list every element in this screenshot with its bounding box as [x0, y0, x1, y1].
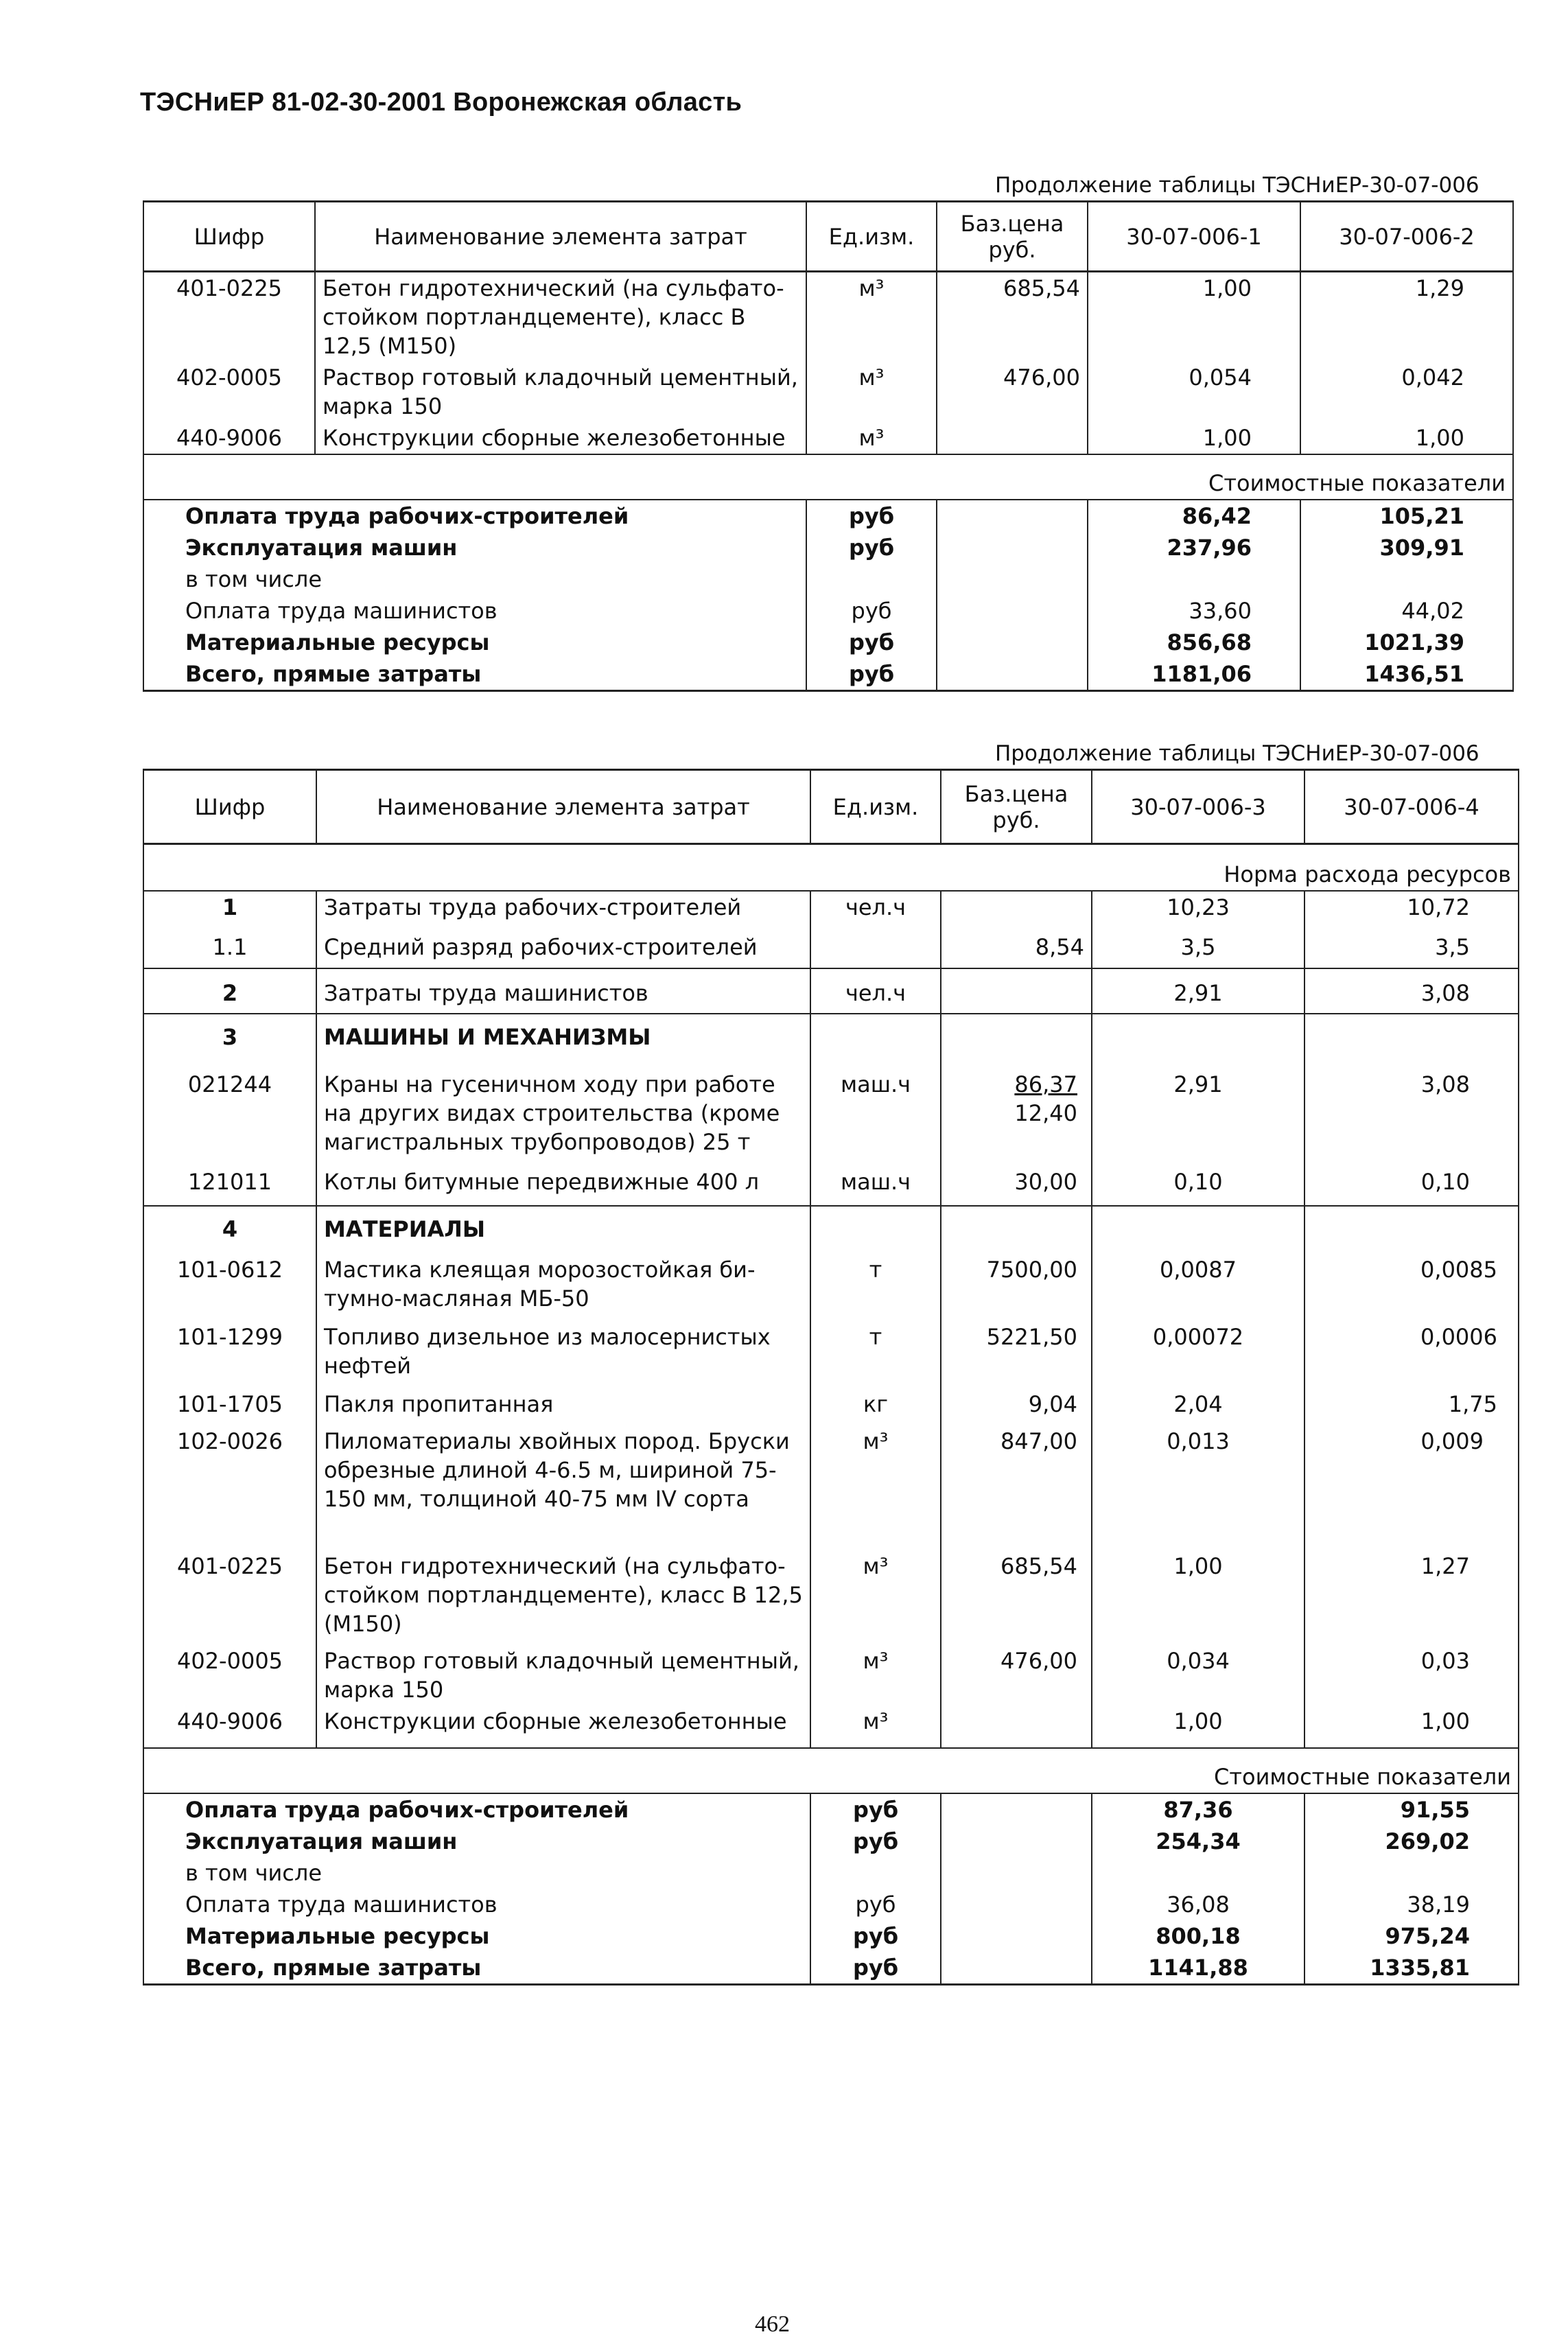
header-unit: Ед.изм. — [806, 202, 937, 272]
table-row — [143, 1705, 1519, 1748]
row-code: 101-1299 — [143, 1314, 316, 1382]
table1-caption: Продолжение таблицы ТЭСНиЕР-30-07-006 — [995, 173, 1479, 198]
row-price — [941, 1014, 1092, 1056]
summary-value-2: 1436,51 — [1300, 658, 1513, 691]
row-name: Раствор готовый кладочный цементный, марка 150 — [315, 362, 806, 422]
summary-price — [941, 1857, 1092, 1889]
table-row — [143, 923, 1519, 968]
row-code: 402-0005 — [143, 1640, 316, 1705]
price-current: 86,37 — [1014, 1071, 1077, 1097]
summary-value-2: 91,55 — [1304, 1793, 1519, 1826]
row-code: 021244 — [143, 1056, 316, 1158]
header-col2: 30-07-006-2 — [1300, 202, 1513, 272]
row-code: 401-0225 — [143, 272, 315, 362]
summary-label: Материальные ресурсы — [143, 627, 806, 658]
section-cost-indicators: Стоимостные показатели — [143, 454, 1513, 500]
row-value-1: 0,00072 — [1092, 1314, 1304, 1382]
row-value-1 — [1092, 1206, 1304, 1248]
row-value-1: 1,00 — [1092, 1550, 1304, 1640]
header-name: Наименование элемента затрат — [315, 202, 806, 272]
header-price: Баз.цена руб. — [941, 770, 1092, 844]
summary-unit: руб — [806, 627, 937, 658]
row-value-1: 10,23 — [1092, 891, 1304, 923]
page-number: 462 — [755, 2312, 790, 2337]
row-code: 4 — [143, 1206, 316, 1248]
row-name: Пакля пропитанная — [316, 1382, 810, 1420]
header-col2: 30-07-006-4 — [1304, 770, 1519, 844]
summary-price — [937, 563, 1088, 595]
table-row — [143, 362, 1513, 422]
row-price — [941, 1056, 1092, 1158]
summary-value-2: 38,19 — [1304, 1889, 1519, 1920]
row-price — [941, 1705, 1092, 1748]
summary-row — [143, 1793, 1519, 1826]
row-price: 7500,00 — [941, 1248, 1092, 1314]
row-unit: кг — [810, 1382, 941, 1420]
table2-header-row — [143, 770, 1519, 844]
section-materials-title: МАТЕРИАЛЫ — [316, 1206, 810, 1248]
row-value-2: 1,00 — [1304, 1705, 1519, 1748]
row-price: 8,54 — [941, 923, 1092, 968]
row-code: 101-0612 — [143, 1248, 316, 1314]
row-name: Раствор готовый кладочный цементный, марка 150 — [316, 1640, 810, 1705]
row-code: 121011 — [143, 1158, 316, 1206]
row-value-1: 2,91 — [1092, 1056, 1304, 1158]
row-unit: чел.ч — [810, 968, 941, 1014]
row-price: 847,00 — [941, 1420, 1092, 1550]
row-value-1: 0,013 — [1092, 1420, 1304, 1550]
row-name: Затраты труда машинистов — [316, 968, 810, 1014]
summary-unit: руб — [810, 1920, 941, 1952]
summary-unit: руб — [806, 500, 937, 532]
summary-price — [941, 1793, 1092, 1826]
summary-label: Материальные ресурсы — [143, 1920, 810, 1952]
summary-label: Оплата труда машинистов — [143, 595, 806, 627]
row-value-1: 2,91 — [1092, 968, 1304, 1014]
row-value-2: 3,08 — [1304, 1056, 1519, 1158]
summary-price — [937, 500, 1088, 532]
summary-value-2 — [1300, 563, 1513, 595]
row-price: 476,00 — [937, 362, 1088, 422]
header-code: Шифр — [143, 202, 315, 272]
row-name: Краны на гусеничном ходу при работе на других видах строительства (кроме магистральных трубопроводов) 25 т — [316, 1056, 810, 1158]
summary-value-2: 1021,39 — [1300, 627, 1513, 658]
row-price: 5221,50 — [941, 1314, 1092, 1382]
row-value-1: 0,034 — [1092, 1640, 1304, 1705]
row-value-2: 1,27 — [1304, 1550, 1519, 1640]
summary-value-1: 86,42 — [1088, 500, 1300, 532]
row-name: Затраты труда рабочих-строителей — [316, 891, 810, 923]
row-code: 1 — [143, 891, 316, 923]
row-value-2: 1,75 — [1304, 1382, 1519, 1420]
summary-price — [941, 1826, 1092, 1857]
row-unit: м³ — [810, 1420, 941, 1550]
summary-value-1: 237,96 — [1088, 532, 1300, 563]
row-value-2: 10,72 — [1304, 891, 1519, 923]
summary-value-2: 309,91 — [1300, 532, 1513, 563]
row-code: 101-1705 — [143, 1382, 316, 1420]
section-cost-indicators: Стоимостные показатели — [143, 1748, 1519, 1793]
table-row — [143, 1382, 1519, 1420]
row-unit — [810, 1206, 941, 1248]
row-code: 2 — [143, 968, 316, 1014]
row-code: 440-9006 — [143, 1705, 316, 1748]
summary-value-2: 44,02 — [1300, 595, 1513, 627]
row-value-2: 3,5 — [1304, 923, 1519, 968]
summary-value-1: 1181,06 — [1088, 658, 1300, 691]
summary-label: Оплата труда рабочих-строителей — [143, 1793, 810, 1826]
summary-unit: руб — [806, 658, 937, 691]
row-unit: м³ — [806, 272, 937, 362]
row-name: Мастика клеящая морозостойкая би-тумно-масляная МБ-50 — [316, 1248, 810, 1314]
row-unit — [810, 1014, 941, 1056]
summary-price — [937, 532, 1088, 563]
summary-price — [937, 595, 1088, 627]
row-unit: т — [810, 1314, 941, 1382]
header-unit: Ед.изм. — [810, 770, 941, 844]
row-price — [937, 422, 1088, 454]
row-unit: м³ — [810, 1550, 941, 1640]
summary-price — [941, 1920, 1092, 1952]
table-row — [143, 1158, 1519, 1206]
row-unit: м³ — [810, 1705, 941, 1748]
summary-value-1: 254,34 — [1092, 1826, 1304, 1857]
header-code: Шифр — [143, 770, 316, 844]
summary-label: в том числе — [143, 563, 806, 595]
table-row — [143, 272, 1513, 362]
summary-unit: руб — [810, 1826, 941, 1857]
row-code: 402-0005 — [143, 362, 315, 422]
estimate-table-1 — [143, 200, 1514, 692]
row-value-1: 0,0087 — [1092, 1248, 1304, 1314]
row-value-2: 0,10 — [1304, 1158, 1519, 1206]
header-col1: 30-07-006-3 — [1092, 770, 1304, 844]
estimate-table-2 — [143, 769, 1519, 1986]
row-name: Пиломатериалы хвойных пород. Бруски обрезные длиной 4-6.5 м, шириной 75-150 мм, толщиной 40-75 мм IV сорта — [316, 1420, 810, 1550]
summary-label: Оплата труда рабочих-строителей — [143, 500, 806, 532]
row-value-2: 1,29 — [1300, 272, 1513, 362]
row-code: 102-0026 — [143, 1420, 316, 1550]
row-unit: м³ — [806, 422, 937, 454]
document-title: ТЭСНиЕР 81-02-30-2001 Воронежская область — [140, 88, 742, 117]
table-row — [143, 1420, 1519, 1550]
summary-value-2: 105,21 — [1300, 500, 1513, 532]
summary-value-1: 1141,88 — [1092, 1952, 1304, 1985]
summary-price — [937, 658, 1088, 691]
summary-unit: руб — [810, 1889, 941, 1920]
summary-row — [143, 1826, 1519, 1857]
row-price — [941, 1206, 1092, 1248]
row-price — [941, 968, 1092, 1014]
header-name: Наименование элемента затрат — [316, 770, 810, 844]
row-unit — [810, 923, 941, 968]
section-machines-title: МАШИНЫ И МЕХАНИЗМЫ — [316, 1014, 810, 1056]
section-row — [143, 1748, 1519, 1793]
summary-value-1: 33,60 — [1088, 595, 1300, 627]
row-value-2: 0,009 — [1304, 1420, 1519, 1550]
summary-value-1 — [1092, 1857, 1304, 1889]
row-unit: м³ — [806, 362, 937, 422]
table-row — [143, 1014, 1519, 1056]
summary-label: Всего, прямые затраты — [143, 658, 806, 691]
price-wages: 12,40 — [1014, 1100, 1077, 1126]
row-name: Конструкции сборные железобетонные — [315, 422, 806, 454]
row-price — [941, 891, 1092, 923]
summary-row — [143, 595, 1513, 627]
summary-row — [143, 1889, 1519, 1920]
row-code: 1.1 — [143, 923, 316, 968]
table1-header-row — [143, 202, 1513, 272]
header-col1: 30-07-006-1 — [1088, 202, 1300, 272]
summary-unit — [810, 1857, 941, 1889]
row-value-1: 1,00 — [1088, 422, 1300, 454]
row-code: 440-9006 — [143, 422, 315, 454]
table2-caption: Продолжение таблицы ТЭСНиЕР-30-07-006 — [995, 741, 1479, 766]
summary-label: Эксплуатация машин — [143, 532, 806, 563]
row-value-2: 1,00 — [1300, 422, 1513, 454]
summary-label: в том числе — [143, 1857, 810, 1889]
summary-unit: руб — [810, 1952, 941, 1985]
summary-value-2: 1335,81 — [1304, 1952, 1519, 1985]
summary-row — [143, 1952, 1519, 1985]
summary-row — [143, 563, 1513, 595]
row-name: Котлы битумные передвижные 400 л — [316, 1158, 810, 1206]
summary-price — [941, 1952, 1092, 1985]
row-value-1: 2,04 — [1092, 1382, 1304, 1420]
row-value-2: 0,0085 — [1304, 1248, 1519, 1314]
row-price: 476,00 — [941, 1640, 1092, 1705]
row-name: Средний разряд рабочих-строителей — [316, 923, 810, 968]
row-value-2: 3,08 — [1304, 968, 1519, 1014]
summary-value-1: 36,08 — [1092, 1889, 1304, 1920]
summary-row — [143, 658, 1513, 691]
row-value-1: 3,5 — [1092, 923, 1304, 968]
row-name: Бетон гидротехнический (на сульфато-стойком портландцементе), класс В 12,5 (М150) — [316, 1550, 810, 1640]
summary-price — [937, 627, 1088, 658]
row-price: 30,00 — [941, 1158, 1092, 1206]
summary-value-2: 269,02 — [1304, 1826, 1519, 1857]
row-code: 3 — [143, 1014, 316, 1056]
row-name: Топливо дизельное из малосернистых нефтей — [316, 1314, 810, 1382]
section-row — [143, 454, 1513, 500]
summary-label: Эксплуатация машин — [143, 1826, 810, 1857]
row-price: 9,04 — [941, 1382, 1092, 1420]
header-price: Баз.цена руб. — [937, 202, 1088, 272]
table-row — [143, 1056, 1519, 1158]
summary-value-1: 856,68 — [1088, 627, 1300, 658]
summary-row — [143, 627, 1513, 658]
row-unit: маш.ч — [810, 1056, 941, 1158]
row-value-2 — [1304, 1206, 1519, 1248]
row-value-1: 0,10 — [1092, 1158, 1304, 1206]
table-row — [143, 1550, 1519, 1640]
row-price: 685,54 — [941, 1550, 1092, 1640]
row-unit: чел.ч — [810, 891, 941, 923]
summary-row — [143, 1857, 1519, 1889]
summary-value-2 — [1304, 1857, 1519, 1889]
summary-value-2: 975,24 — [1304, 1920, 1519, 1952]
row-value-2: 0,03 — [1304, 1640, 1519, 1705]
section-row — [143, 844, 1519, 892]
row-value-1: 1,00 — [1092, 1705, 1304, 1748]
table-row — [143, 891, 1519, 923]
table-row — [143, 1314, 1519, 1382]
row-value-1: 1,00 — [1088, 272, 1300, 362]
table-row — [143, 1640, 1519, 1705]
summary-unit: руб — [806, 532, 937, 563]
table-row — [143, 1206, 1519, 1248]
summary-unit: руб — [806, 595, 937, 627]
table-row — [143, 1248, 1519, 1314]
summary-unit: руб — [810, 1793, 941, 1826]
row-unit: т — [810, 1248, 941, 1314]
row-code: 401-0225 — [143, 1550, 316, 1640]
row-value-2 — [1304, 1014, 1519, 1056]
section-norm: Норма расхода ресурсов — [143, 844, 1519, 892]
row-name: Бетон гидротехнический (на сульфато-стойком портландцементе), класс В 12,5 (М150) — [315, 272, 806, 362]
row-unit: маш.ч — [810, 1158, 941, 1206]
row-value-1: 0,054 — [1088, 362, 1300, 422]
summary-row — [143, 500, 1513, 532]
summary-label: Всего, прямые затраты — [143, 1952, 810, 1985]
summary-value-1: 800,18 — [1092, 1920, 1304, 1952]
summary-price — [941, 1889, 1092, 1920]
table-row — [143, 968, 1519, 1014]
table-row — [143, 422, 1513, 454]
row-value-2: 0,0006 — [1304, 1314, 1519, 1382]
row-value-1 — [1092, 1014, 1304, 1056]
summary-row — [143, 532, 1513, 563]
summary-value-1 — [1088, 563, 1300, 595]
summary-unit — [806, 563, 937, 595]
summary-label: Оплата труда машинистов — [143, 1889, 810, 1920]
summary-row — [143, 1920, 1519, 1952]
row-name: Конструкции сборные железобетонные — [316, 1705, 810, 1748]
row-price: 685,54 — [937, 272, 1088, 362]
row-value-2: 0,042 — [1300, 362, 1513, 422]
summary-value-1: 87,36 — [1092, 1793, 1304, 1826]
row-unit: м³ — [810, 1640, 941, 1705]
